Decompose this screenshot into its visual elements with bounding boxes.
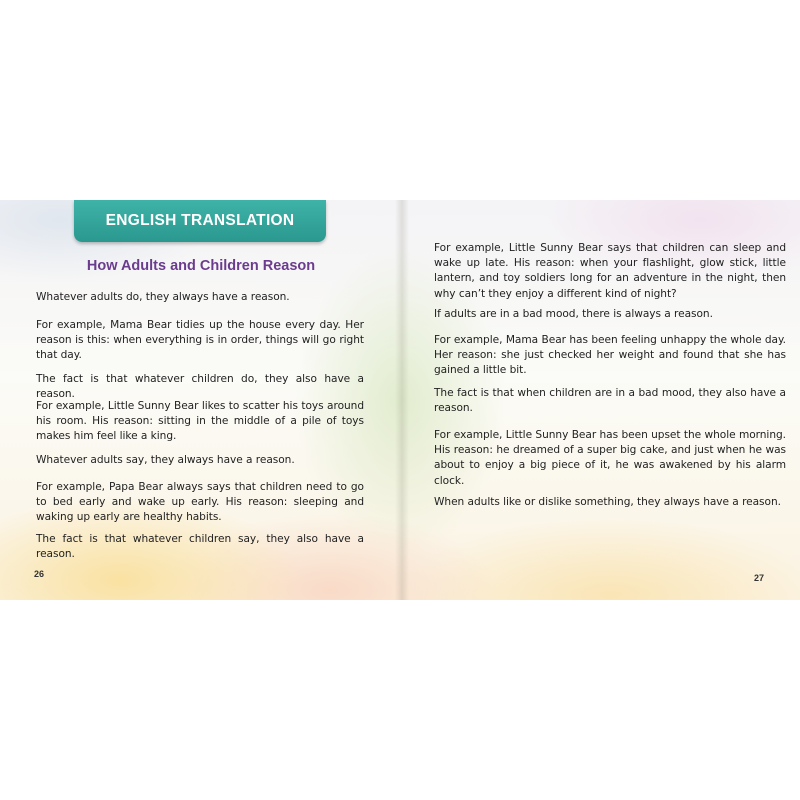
paragraph: For example, Mama Bear has been feeling unhappy the whole day. Her reason: she just checked her weight and found that she has gained a little bit. (434, 334, 786, 377)
paragraph: For example, Little Sunny Bear likes to scatter his toys around his room. His reason: sitting in the middle of a pile of toys makes him feel like a king. (36, 400, 364, 443)
paragraph: The fact is that whatever children do, they also have a reason. (36, 373, 364, 401)
section-banner (74, 200, 326, 242)
paragraph: If adults are in a bad mood, there is always a reason. (434, 308, 713, 320)
paragraph: For example, Little Sunny Bear says that children can sleep and wake up late. His reason: when your flashlight, glow stick, little lantern, and toy soldiers long for an adventure in the night, then why can’t they enjoy a different kind of night? (434, 242, 786, 300)
paragraph: The fact is that when children are in a bad mood, they also have a reason. (434, 387, 786, 415)
page-heading: How Adults and Children Reason (86, 258, 316, 274)
paragraph: For example, Little Sunny Bear has been upset the whole morning. His reason: he dreamed of a super big cake, and just when he was about to enjoy a big piece of it, he was awakened by his alarm clock. (434, 429, 786, 487)
banner-title: ENGLISH TRANSLATION (105, 212, 295, 229)
page-number: 26 (34, 569, 45, 579)
left-page (0, 200, 396, 600)
paragraph: The fact is that whatever children say, they also have a reason. (36, 533, 364, 561)
paragraph: Whatever adults say, they always have a reason. (36, 454, 295, 466)
book-spread (0, 200, 800, 600)
paragraph: For example, Papa Bear always says that children need to go to bed early and wake up early. His reason: sleeping and waking up early are healthy habits. (36, 481, 364, 524)
right-page (406, 200, 800, 600)
page-number: 27 (754, 573, 765, 583)
paragraph: For example, Mama Bear tidies up the house every day. Her reason is this: when everything is in order, things will go right that day. (36, 319, 364, 362)
paragraph: When adults like or dislike something, they always have a reason. (434, 496, 781, 508)
paragraph: Whatever adults do, they always have a reason. (36, 291, 290, 303)
